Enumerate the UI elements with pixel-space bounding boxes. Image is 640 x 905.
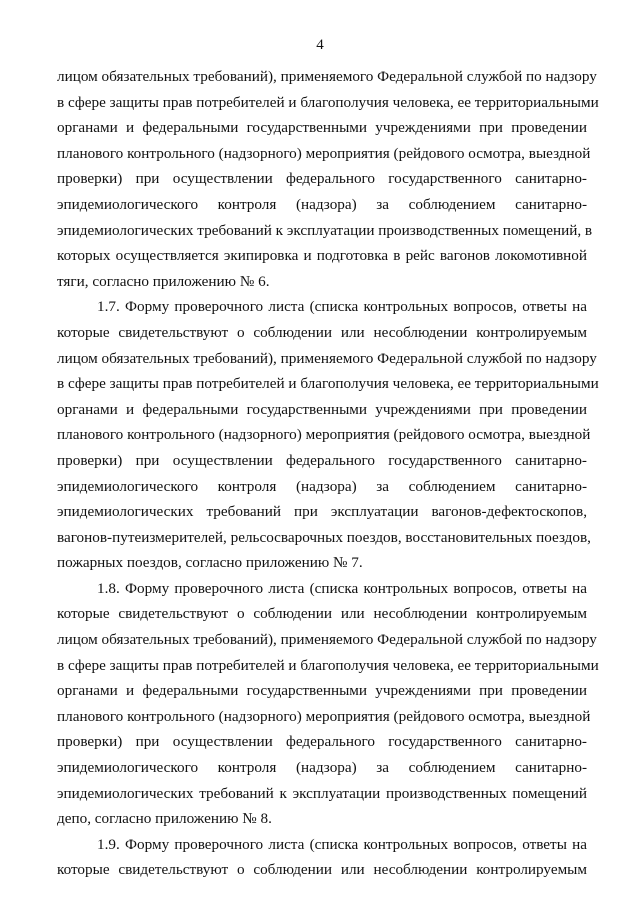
- text-line: которые свидетельствуют о соблюдении или несоблюдении контролируемым: [57, 861, 587, 879]
- text-line: вагонов-путеизмерителей, рельсосварочных поездов, восстановительных поездов,: [57, 528, 591, 546]
- text-line: лицом обязательных требований), применяемого Федеральной службой по надзору: [57, 631, 597, 649]
- text-line: эпидемиологического контроля (надзора) за соблюдением санитарно-: [57, 759, 587, 777]
- text-line: органами и федеральными государственными учреждениями при проведении: [57, 119, 587, 137]
- text-line: в сфере защиты прав потребителей и благополучия человека, ее территориальными: [57, 375, 599, 393]
- text-line: 1.7. Форму проверочного листа (списка контрольных вопросов, ответы на: [97, 298, 587, 316]
- text-line: в сфере защиты прав потребителей и благополучия человека, ее территориальными: [57, 93, 599, 111]
- text-line: планового контрольного (надзорного) мероприятия (рейдового осмотра, выездной: [57, 707, 591, 725]
- text-line: планового контрольного (надзорного) мероприятия (рейдового осмотра, выездной: [57, 144, 591, 162]
- text-line: 1.9. Форму проверочного листа (списка контрольных вопросов, ответы на: [97, 835, 587, 853]
- text-line: пожарных поездов, согласно приложению № 7.: [57, 554, 363, 572]
- text-line: 1.8. Форму проверочного листа (списка контрольных вопросов, ответы на: [97, 579, 587, 597]
- text-line: проверки) при осуществлении федерального государственного санитарно-: [57, 451, 587, 469]
- text-line: проверки) при осуществлении федерального государственного санитарно-: [57, 170, 587, 188]
- text-line: в сфере защиты прав потребителей и благополучия человека, ее территориальными: [57, 656, 599, 674]
- text-line: эпидемиологических требований при эксплуатации вагонов-дефектоскопов,: [57, 503, 587, 521]
- text-line: эпидемиологического контроля (надзора) за соблюдением санитарно-: [57, 477, 587, 495]
- text-line: которые свидетельствуют о соблюдении или несоблюдении контролируемым: [57, 323, 587, 341]
- document-body: [57, 64, 599, 883]
- text-line: которые свидетельствуют о соблюдении или несоблюдении контролируемым: [57, 605, 587, 623]
- text-line: депо, согласно приложению № 8.: [57, 810, 272, 828]
- text-line: лицом обязательных требований), применяемого Федеральной службой по надзору: [57, 349, 597, 367]
- text-line: лицом обязательных требований), применяемого Федеральной службой по надзору: [57, 68, 597, 85]
- page-number: 4: [316, 37, 324, 53]
- text-line: эпидемиологических требований к эксплуатации производственных помещений: [57, 784, 587, 802]
- text-line: органами и федеральными государственными учреждениями при проведении: [57, 400, 587, 418]
- text-line: проверки) при осуществлении федерального государственного санитарно-: [57, 733, 587, 751]
- text-line: которых осуществляется экипировка и подготовка в рейс вагонов локомотивной: [57, 247, 587, 265]
- text-line: органами и федеральными государственными учреждениями при проведении: [57, 682, 587, 700]
- text-line: планового контрольного (надзорного) мероприятия (рейдового осмотра, выездной: [57, 426, 591, 444]
- text-line: эпидемиологических требований к эксплуатации производственных помещений, в: [57, 221, 593, 239]
- text-line: тяги, согласно приложению № 6.: [57, 272, 270, 290]
- text-line: эпидемиологического контроля (надзора) за соблюдением санитарно-: [57, 195, 587, 213]
